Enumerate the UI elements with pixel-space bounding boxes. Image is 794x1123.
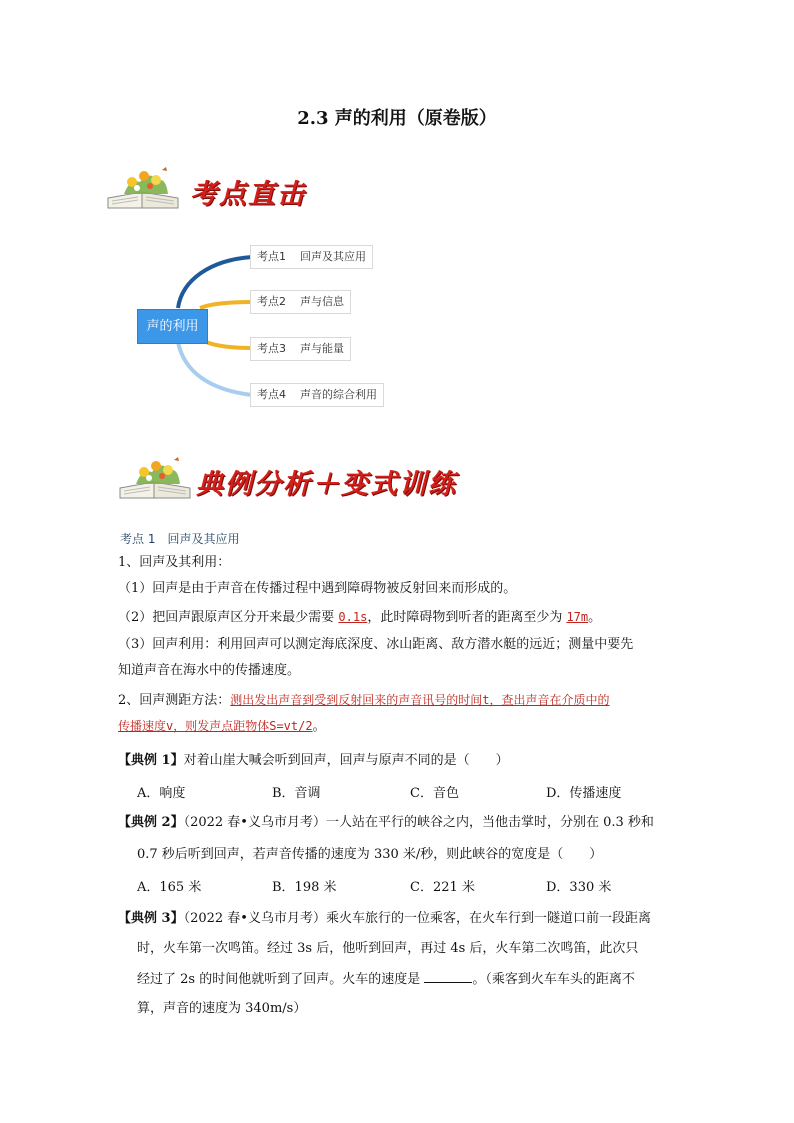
mindmap-node-topic: 声音的综合利用 <box>300 388 377 401</box>
example-1-option-a: A．响度 <box>137 786 186 801</box>
example-1-option-b: B．音调 <box>272 786 321 801</box>
mindmap-node-4 <box>250 383 384 407</box>
example-text: （2022 春•义乌市月考）一人站在平行的峡谷之内，当他击掌时，分别在 0.3 秒和 <box>183 815 654 830</box>
paragraph-1: 1、回声及其利用： <box>118 555 231 570</box>
example-3-question-line-1 <box>118 908 688 930</box>
paragraph-5-text-a: 2、回声测距方法： <box>118 693 231 708</box>
example-1-option-c: C．音色 <box>410 786 459 801</box>
example-2-option-a: A．165 米 <box>137 880 202 895</box>
paragraph-5-line-1 <box>118 689 688 712</box>
paragraph-4-line-1: （3）回声利用：利用回声可以测定海底深度、冰山距离、敌方潜水艇的远近；测量中要先 <box>118 637 634 652</box>
mindmap-node-label: 考点1 <box>257 250 286 263</box>
example-2-option-d: D．330 米 <box>546 880 612 895</box>
example-tag: 【典例 1】 <box>118 753 184 768</box>
section-heading: 考点 1 回声及其应用 <box>120 532 240 546</box>
paragraph-3-text-b: ，此时障碍物到听者的距离至少为 <box>367 610 567 625</box>
mindmap-node-topic: 声与信息 <box>300 295 344 308</box>
answer-red-4: 传播速度v，则发声点距物体S=vt/2 <box>118 719 313 733</box>
paragraph-2: （1）回声是由于声音在传播过程中遇到障碍物被反射回来而形成的。 <box>118 581 517 596</box>
mindmap-node-topic: 声与能量 <box>300 342 344 355</box>
example-3-question-line-4: 算，声音的速度为 340m/s） <box>137 1001 307 1016</box>
answer-blank <box>424 968 472 983</box>
answer-red-3: 测出发出声音到受到反射回来的声音讯号的时间t，查出声音在介质中的 <box>230 693 610 707</box>
example-text: 经过了 2s 的时间他就听到了回声。火车的速度是 <box>137 972 425 987</box>
mindmap-center-node: 声的利用 <box>137 309 208 344</box>
paragraph-4-line-2: 知道声音在海水中的传播速度。 <box>118 663 301 678</box>
mindmap-node-label: 考点4 <box>257 388 286 401</box>
mindmap-node-label: 考点3 <box>257 342 286 355</box>
example-2-question-line-1 <box>118 812 688 834</box>
example-text: 。（乘客到火车车头的距离不 <box>472 972 635 987</box>
mindmap-node-topic: 回声及其应用 <box>300 250 366 263</box>
example-text: （2022 春•义乌市月考）乘火车旅行的一位乘客，在火车行到一隧道口前一段距离 <box>183 911 651 926</box>
mindmap-node-label: 考点2 <box>257 295 286 308</box>
paragraph-5-line-2 <box>118 715 688 738</box>
answer-red-2: 17m <box>566 610 589 624</box>
example-1-question <box>118 750 688 772</box>
mindmap-node-3 <box>250 337 351 361</box>
example-tag: 【典例 2】 <box>118 815 184 830</box>
example-2-option-b: B．198 米 <box>272 880 337 895</box>
example-2-question-line-2: 0.7 秒后听到回声，若声音传播的速度为 330 米/秒，则此峡谷的宽度是（ ） <box>137 847 603 862</box>
page-title: 2.3 声的利用（原卷版） <box>297 108 497 129</box>
example-tag: 【典例 3】 <box>118 911 184 926</box>
mindmap-node-1 <box>250 245 373 269</box>
answer-red-1: 0.1s <box>338 610 368 624</box>
banner-title-kaodian: 考点直击 <box>190 179 306 210</box>
paragraph-3 <box>118 606 688 629</box>
paragraph-3-text-a: （2）把回声跟原声区分开来最少需要 <box>118 610 339 625</box>
example-1-option-d: D．传播速度 <box>546 786 622 801</box>
example-text: 对着山崖大喊会听到回声，回声与原声不同的是（ ） <box>183 753 509 768</box>
example-2-option-c: C．221 米 <box>410 880 475 895</box>
mindmap-node-2 <box>250 290 351 314</box>
banner-title-dianli: 典例分析＋变式训练 <box>196 469 457 500</box>
paragraph-3-text-c: 。 <box>588 610 602 625</box>
example-3-question-line-3 <box>137 968 687 991</box>
paragraph-5-end: 。 <box>312 719 326 734</box>
example-3-question-line-2: 时，火车第一次鸣笛。经过 3s 后，他听到回声，再过 4s 后，火车第二次鸣笛，此次只 <box>137 941 639 956</box>
book-flower-banner-icon <box>116 454 194 500</box>
book-flower-banner-icon <box>104 164 182 210</box>
